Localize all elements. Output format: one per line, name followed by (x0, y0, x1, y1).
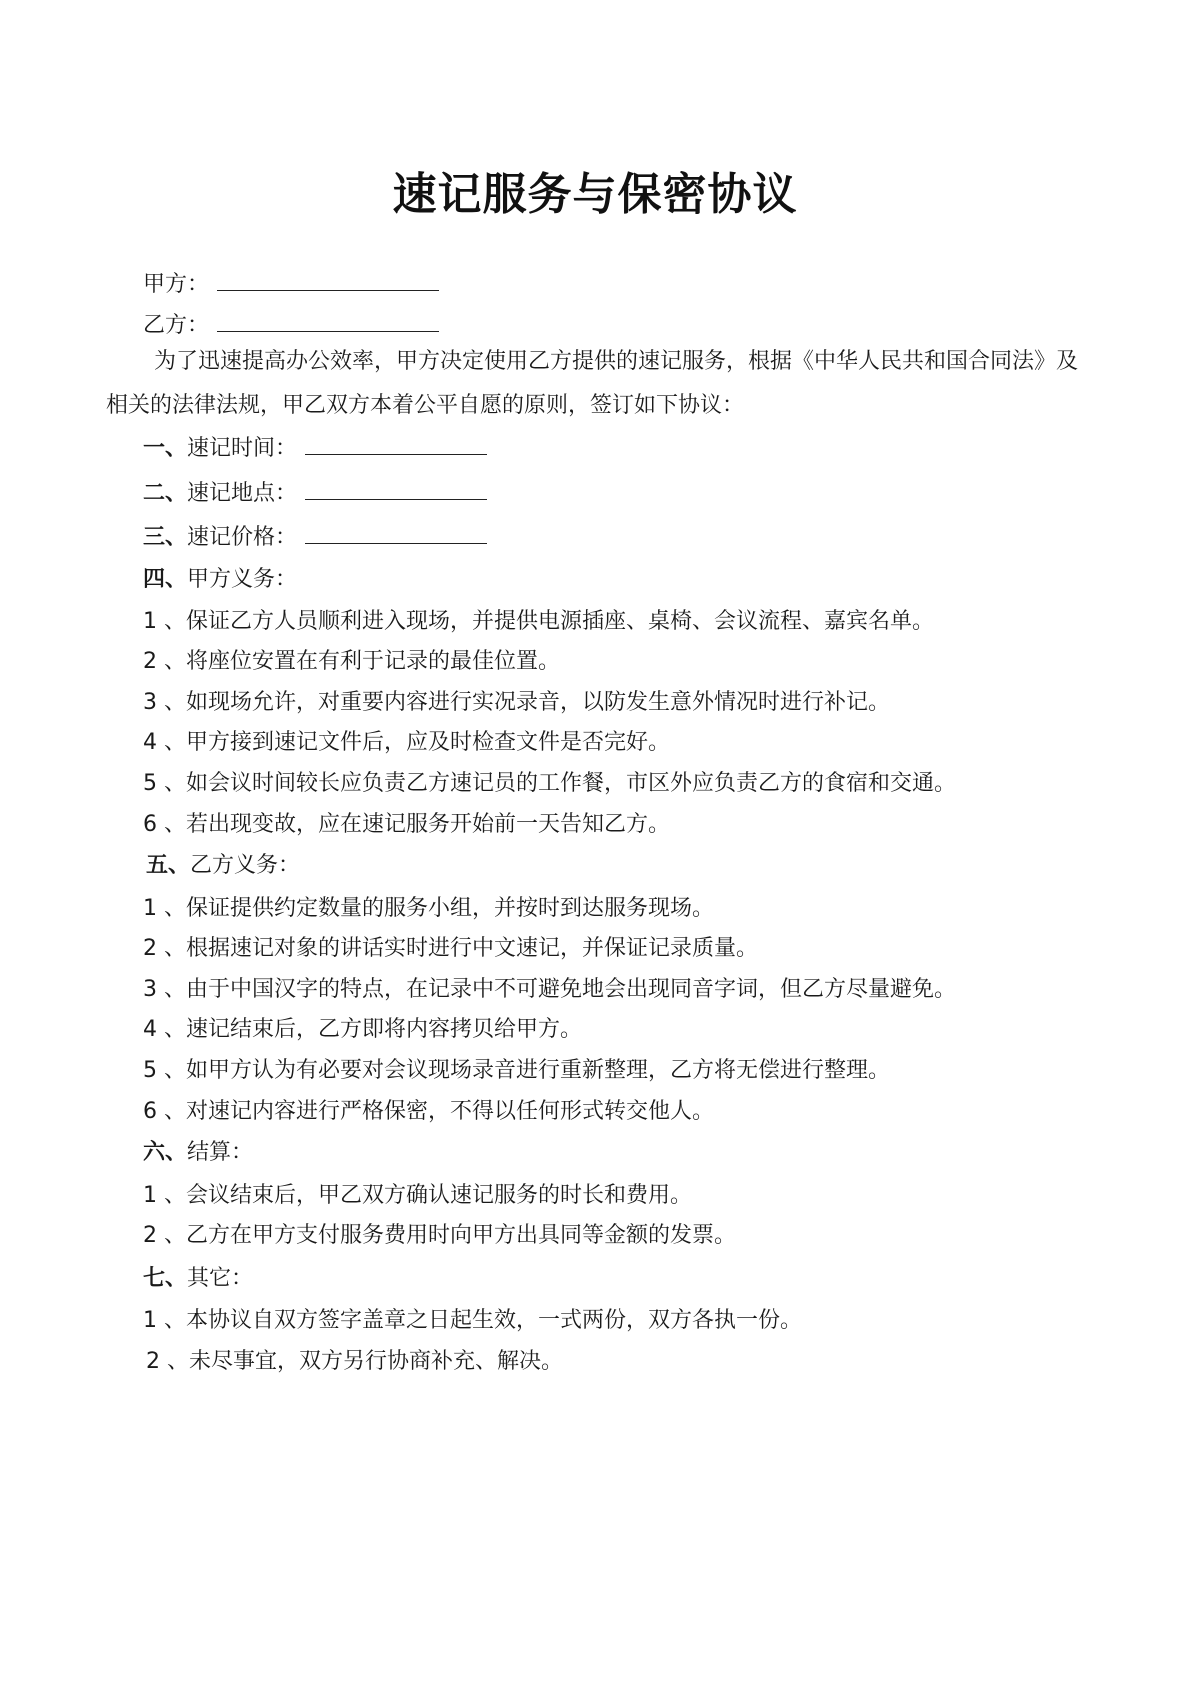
section-5-heading (146, 851, 300, 881)
section-7-label: 其它： (187, 1266, 254, 1291)
section-7-number: 七、 (143, 1266, 188, 1291)
party-a-label: 甲方： (143, 272, 210, 297)
section-3-label: 速记价格： (187, 525, 298, 550)
list-item: 2 、将座位安置在有利于记录的最佳位置。 (143, 649, 560, 674)
section-1-number: 一、 (143, 436, 188, 461)
list-item: 6 、若出现变故，应在速记服务开始前一天告知乙方。 (143, 812, 670, 837)
section-4-heading (143, 565, 297, 595)
section-5-label: 乙方义务： (190, 853, 301, 878)
section-6-label: 结算： (187, 1140, 254, 1165)
section-3-number: 三、 (143, 525, 188, 550)
section-1-line (143, 432, 487, 464)
party-a-blank[interactable] (217, 268, 439, 291)
section-2-blank[interactable] (305, 477, 487, 500)
section-7-heading (143, 1264, 253, 1294)
section-6-number: 六、 (143, 1140, 188, 1165)
section-5-number: 五、 (146, 853, 191, 878)
section-3-blank[interactable] (305, 521, 487, 544)
list-item: 3 、如现场允许，对重要内容进行实况录音，以防发生意外情况时进行补记。 (143, 690, 890, 715)
document-title: 速记服务与保密协议 (392, 169, 798, 220)
section-1-blank[interactable] (305, 432, 487, 455)
intro-paragraph: 为了迅速提高办公效率，甲方决定使用乙方提供的速记服务，根据《中华人民共和国合同法》及相关的法律法规，甲乙双方本着公平自愿的原则，签订如下协议： (106, 349, 1079, 418)
section-4-number: 四、 (143, 567, 188, 592)
section-2-line (143, 477, 487, 509)
list-item: 5 、如会议时间较长应负责乙方速记员的工作餐，市区外应负责乙方的食宿和交通。 (143, 771, 956, 796)
party-b-line (143, 309, 439, 341)
list-item: 2 、未尽事宜，双方另行协商补充、解决。 (146, 1349, 563, 1374)
list-item: 3 、由于中国汉字的特点，在记录中不可避免地会出现同音字词，但乙方尽量避免。 (143, 977, 956, 1002)
list-item: 4 、甲方接到速记文件后，应及时检查文件是否完好。 (143, 730, 670, 755)
list-item: 2 、根据速记对象的讲话实时进行中文速记，并保证记录质量。 (143, 936, 758, 961)
section-4-label: 甲方义务： (187, 567, 298, 592)
section-1-label: 速记时间： (187, 436, 298, 461)
party-b-blank[interactable] (217, 309, 439, 332)
section-2-label: 速记地点： (187, 481, 298, 506)
section-6-heading (143, 1138, 253, 1168)
list-item: 1 、会议结束后，甲乙双方确认速记服务的时长和费用。 (143, 1183, 692, 1208)
list-item: 4 、速记结束后，乙方即将内容拷贝给甲方。 (143, 1017, 582, 1042)
party-a-line (143, 268, 439, 300)
list-item: 1 、保证乙方人员顺利进入现场，并提供电源插座、桌椅、会议流程、嘉宾名单。 (143, 609, 934, 634)
section-3-line (143, 521, 487, 553)
list-item: 1 、保证提供约定数量的服务小组，并按时到达服务现场。 (143, 896, 714, 921)
section-2-number: 二、 (143, 481, 188, 506)
list-item: 2 、乙方在甲方支付服务费用时向甲方出具同等金额的发票。 (143, 1223, 736, 1248)
list-item: 1 、本协议自双方签字盖章之日起生效，一式两份，双方各执一份。 (143, 1308, 802, 1333)
list-item: 5 、如甲方认为有必要对会议现场录音进行重新整理，乙方将无偿进行整理。 (143, 1058, 890, 1083)
list-item: 6 、对速记内容进行严格保密，不得以任何形式转交他人。 (143, 1099, 714, 1124)
party-b-label: 乙方： (143, 313, 210, 338)
